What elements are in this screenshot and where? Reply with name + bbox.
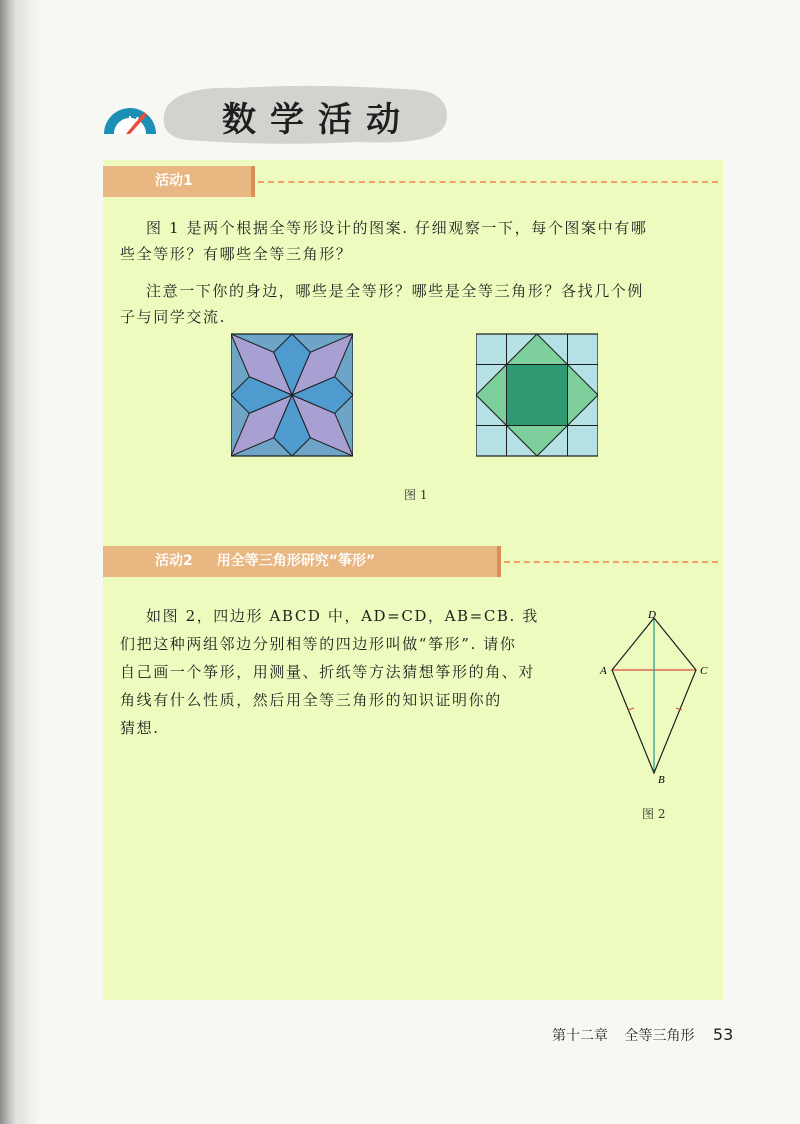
activity2-line2: 们把这种两组邻边分别相等的四边形叫做“筝形”. 请你 <box>120 635 517 653</box>
activity2-label <box>103 546 497 577</box>
protractor-icon <box>100 90 160 140</box>
activity1-para1-line1: 图 1 是两个根据全等形设计的图案. 仔细观察一下，每个图案中有哪 <box>146 219 648 237</box>
activity2-line5: 猜想. <box>120 719 160 737</box>
kite-point-c: C <box>700 665 708 677</box>
activity1-label-text: 活动1 <box>155 173 193 189</box>
page-title: 数学活动 <box>222 100 414 140</box>
activity2-label-text: 活动2 <box>155 553 193 569</box>
activity1-label <box>103 166 251 197</box>
activity2-line3: 自己画一个筝形，用测量、折纸等方法猜想筝形的角、对 <box>120 663 536 681</box>
activity2-title: 用全等三角形研究“筝形” <box>216 553 376 569</box>
kite-point-b: B <box>658 774 665 786</box>
star-pattern-figure <box>231 333 353 457</box>
kite-point-d: D <box>648 609 656 621</box>
page-footer <box>552 1025 733 1045</box>
page-number: 53 <box>712 1025 734 1044</box>
figure2-caption: 图 2 <box>642 807 666 821</box>
activity1-divider <box>258 181 718 183</box>
kite-point-a: A <box>600 665 607 677</box>
kite-figure <box>596 608 716 786</box>
activity1-para1-line2: 些全等形？有哪些全等三角形？ <box>120 245 353 263</box>
square-pattern-figure <box>476 333 598 457</box>
figure1-caption: 图 1 <box>404 488 428 502</box>
activity2-divider <box>504 561 718 563</box>
activity1-para2-line1: 注意一下你的身边，哪些是全等形？哪些是全等三角形？各找几个例 <box>146 282 645 300</box>
footer-chapter: 第十二章 <box>552 1028 608 1044</box>
activity2-line4: 角线有什么性质，然后用全等三角形的知识证明你的 <box>120 691 502 709</box>
footer-section: 全等三角形 <box>624 1028 695 1044</box>
activity2-line1: 如图 2，四边形 ABCD 中，AD=CD，AB=CB. 我 <box>146 607 539 625</box>
book-spine-shadow <box>0 0 18 1124</box>
activity1-para2-line2: 子与同学交流. <box>120 308 226 326</box>
book-spine-highlight <box>18 0 40 1124</box>
